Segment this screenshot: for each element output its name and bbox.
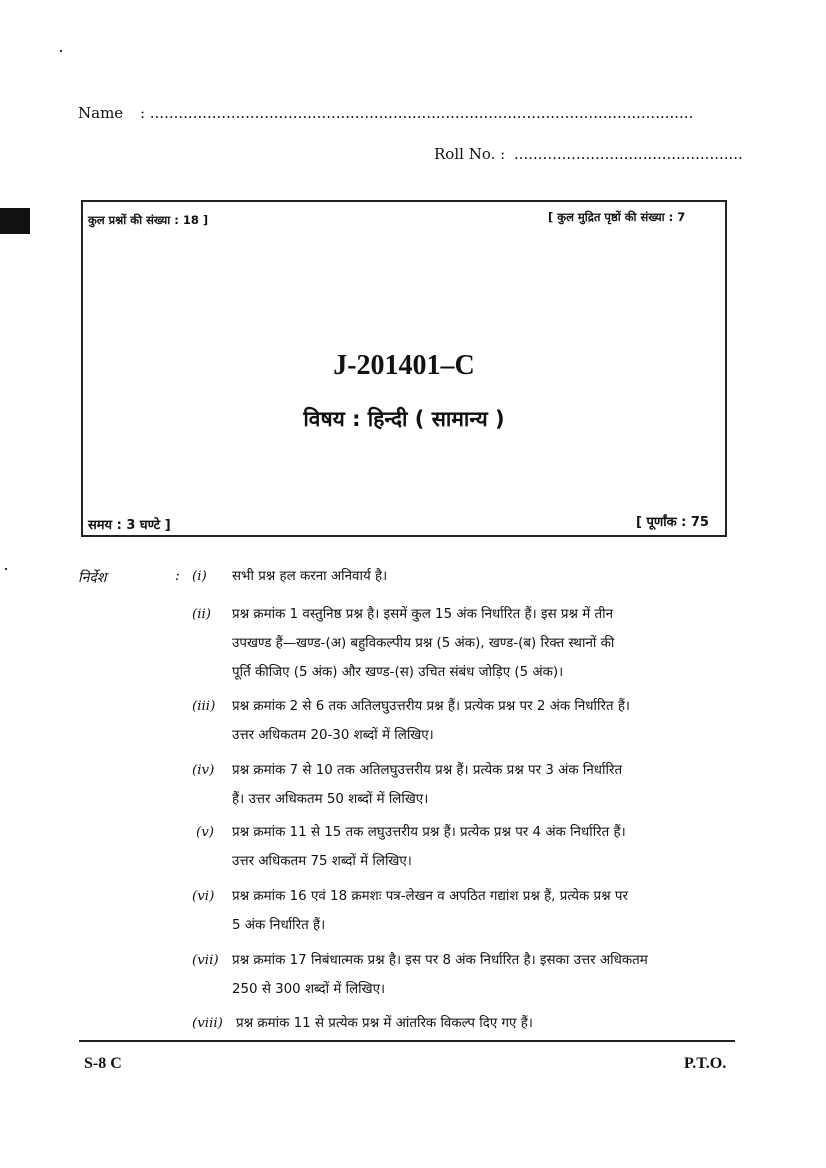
- instruction-number: (i): [192, 569, 207, 584]
- instruction-line: उत्तर अधिकतम 75 शब्दों में लिखिए।: [232, 854, 412, 869]
- scan-speck: [5, 568, 7, 570]
- instructions-heading: निर्देश: [78, 570, 107, 586]
- instruction-line: उत्तर अधिकतम 20-30 शब्दों में लिखिए।: [232, 728, 434, 743]
- instruction-number: (iii): [192, 699, 216, 714]
- instruction-line: प्रश्न क्रमांक 11 से प्रत्येक प्रश्न में आंतरिक विकल्प दिए गए हैं।: [236, 1016, 533, 1031]
- roll-blank: ................................................: [513, 145, 743, 163]
- instruction-number: (ii): [192, 607, 212, 622]
- instruction-line: 5 अंक निर्धारित हैं।: [232, 918, 326, 933]
- name-label: Name: [78, 104, 124, 122]
- total-questions: कुल प्रश्नों की संख्या : 18 ]: [88, 213, 209, 227]
- instruction-line: प्रश्न क्रमांक 17 निबंधात्मक प्रश्न है। इस पर 8 अंक निर्धारित है। इसका उत्तर अधिकतम: [232, 953, 648, 968]
- scan-speck: [60, 50, 62, 52]
- instruction-line: हैं। उत्तर अधिकतम 50 शब्दों में लिखिए।: [232, 792, 429, 807]
- instruction-line: उपखण्ड हैं—खण्ड-(अ) बहुविकल्पीय प्रश्न (5 अंक), खण्ड-(ब) रिक्त स्थानों की: [232, 636, 615, 651]
- instruction-line: पूर्ति कीजिए (5 अंक) और खण्ड-(स) उचित संबंध जोड़िए (5 अंक)।: [232, 665, 564, 680]
- roll-label: Roll No. :: [434, 145, 506, 163]
- instructions-colon: :: [175, 568, 180, 584]
- scan-artifact: [0, 208, 30, 234]
- instruction-number: (vii): [192, 953, 219, 968]
- subject-title: विषय : हिन्दी ( सामान्य ): [303, 407, 505, 431]
- name-blank: : ..................................................................................................................: [139, 104, 694, 122]
- instruction-line: प्रश्न क्रमांक 7 से 10 तक अतिलघुउत्तरीय प्रश्न हैं। प्रत्येक प्रश्न पर 3 अंक निर्धारित: [232, 763, 623, 778]
- roll-number-field: [434, 145, 743, 163]
- instruction-number: (v): [196, 825, 215, 840]
- paper-set-code: S-8 C: [84, 1055, 122, 1072]
- total-pages: [ कुल मुद्रित पृष्ठों की संख्या : 7: [548, 210, 686, 224]
- max-marks: [ पूर्णांक : 75: [636, 515, 709, 530]
- paper-code: J-201401–C: [333, 350, 475, 381]
- instruction-line: प्रश्न क्रमांक 11 से 15 तक लघुउत्तरीय प्रश्न हैं। प्रत्येक प्रश्न पर 4 अंक निर्धारित हैं।: [232, 825, 626, 840]
- instruction-number: (iv): [192, 763, 215, 778]
- footer-divider: [79, 1040, 735, 1042]
- instruction-line: 250 से 300 शब्दों में लिखिए।: [232, 982, 386, 997]
- instruction-line: प्रश्न क्रमांक 2 से 6 तक अतिलघुउत्तरीय प्रश्न हैं। प्रत्येक प्रश्न पर 2 अंक निर्धारित हैं।: [232, 699, 631, 714]
- instruction-number: (vi): [192, 889, 215, 904]
- name-field: [78, 104, 693, 122]
- time-allowed: समय : 3 घण्टे ]: [88, 518, 171, 533]
- instruction-line: सभी प्रश्न हल करना अनिवार्य है।: [232, 569, 388, 584]
- please-turn-over: P.T.O.: [684, 1055, 727, 1072]
- instruction-line: प्रश्न क्रमांक 1 वस्तुनिष्ठ प्रश्न है। इसमें कुल 15 अंक निर्धारित हैं। इस प्रश्न में तीन: [232, 607, 614, 622]
- instruction-number: (viii): [192, 1016, 223, 1031]
- instruction-line: प्रश्न क्रमांक 16 एवं 18 क्रमशः पत्र-लेखन व अपठित गद्यांश प्रश्न हैं, प्रत्येक प्रश्न पर: [232, 889, 628, 904]
